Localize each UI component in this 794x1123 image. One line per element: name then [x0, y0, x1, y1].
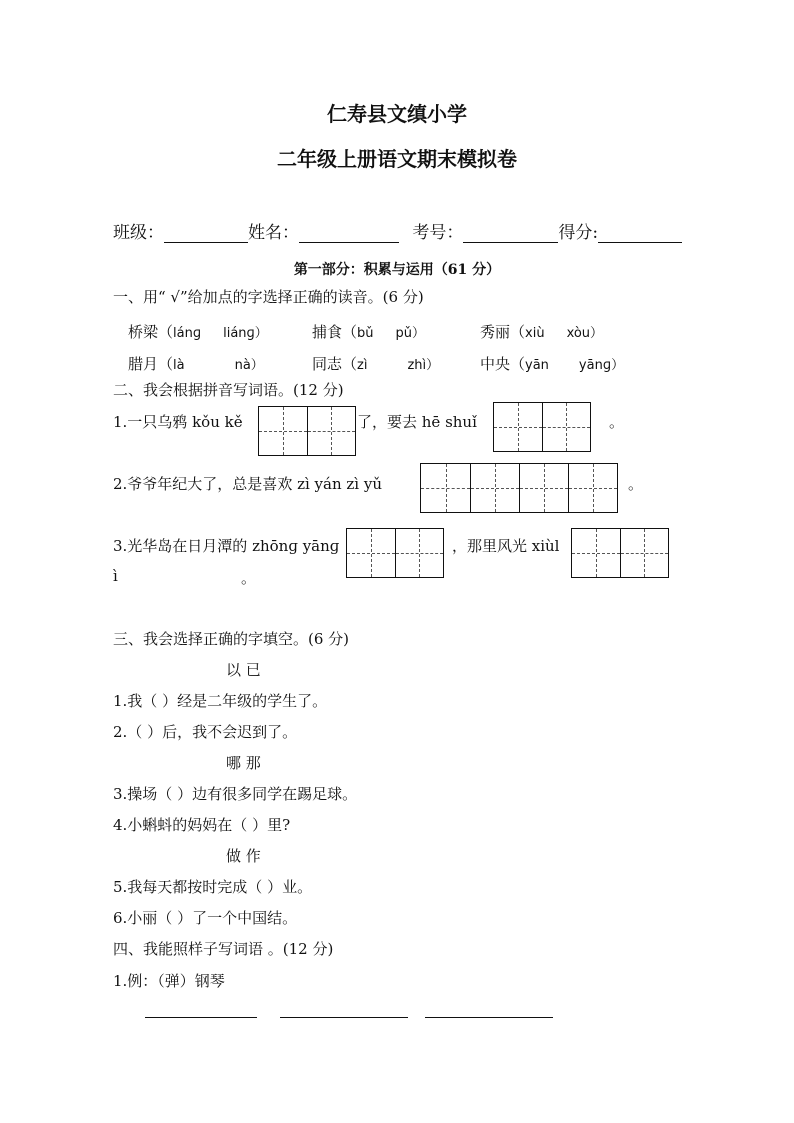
- option[interactable]: liánɡ）: [223, 326, 268, 341]
- char-choices-3: 做 作: [226, 847, 261, 865]
- pinyin-item-3: 秀丽（xiù xòu）: [480, 323, 604, 341]
- pinyin-item-1: 桥梁（lánɡ liánɡ）: [128, 323, 268, 341]
- id-blank[interactable]: [463, 224, 558, 243]
- score-blank[interactable]: [598, 224, 682, 243]
- option[interactable]: bǔ: [357, 326, 374, 341]
- char-choices-1: 以 已: [226, 661, 261, 679]
- option[interactable]: nà）: [234, 358, 264, 373]
- q2-1-end: 。: [609, 413, 625, 431]
- option[interactable]: yān: [525, 358, 549, 373]
- q2-3-text-a: 3.光华岛在日月潭的 zhōnɡ yānɡ: [113, 537, 340, 555]
- option[interactable]: xòu）: [566, 326, 604, 341]
- writing-grid-heshui[interactable]: [493, 402, 591, 452]
- option[interactable]: yānɡ）: [578, 358, 625, 373]
- pinyin-item-4: 腊月（là nà）: [128, 355, 264, 373]
- option[interactable]: xiù: [525, 326, 545, 341]
- class-blank[interactable]: [164, 224, 248, 243]
- option[interactable]: pǔ）: [395, 326, 426, 341]
- q2-3-text-c: ì: [113, 567, 118, 585]
- exam-title: 二年级上册语文期末模拟卷: [277, 147, 517, 171]
- answer-blank-1[interactable]: [145, 1017, 257, 1018]
- option[interactable]: zhì）: [407, 358, 440, 373]
- q2-2-text: 2.爷爷年纪大了，总是喜欢 zì yán zì yǔ: [113, 475, 382, 493]
- pinyin-item-2: 捕食（bǔ pǔ）: [312, 323, 426, 341]
- char-choices-2: 哪 那: [226, 754, 261, 772]
- q2-3-end: 。: [241, 569, 257, 587]
- q2-1-text-a: 1.一只乌鸦 kǒu kě: [113, 413, 243, 431]
- id-label: 考号：: [412, 223, 464, 243]
- student-info-row: [113, 218, 682, 243]
- part1-title: 第一部分：积累与运用（61 分）: [293, 262, 501, 278]
- section3-title: 三、我会选择正确的字填空。(6 分): [113, 630, 350, 648]
- option[interactable]: zì: [357, 358, 368, 373]
- q2-1-text-b: 了，要去 hē shuǐ: [357, 413, 477, 431]
- writing-grid-kouke[interactable]: [258, 406, 356, 456]
- pinyin-item-6: 中央（yān yānɡ）: [480, 355, 625, 373]
- section1-title: 一、用“ √”给加点的字选择正确的读音。(6 分): [113, 288, 424, 306]
- writing-grid-zhongyang[interactable]: [346, 528, 444, 578]
- score-label: 得分:: [558, 223, 599, 243]
- q3-1: 1.我（ ）经是二年级的学生了。: [113, 692, 328, 710]
- name-blank[interactable]: [299, 224, 399, 243]
- q4-1-example: 1.例：（弹）钢琴: [113, 972, 225, 990]
- school-name: 仁寿县文缜小学: [327, 102, 467, 126]
- answer-blank-3[interactable]: [425, 1017, 553, 1018]
- q2-3-text-b: ，那里风光 xiùl: [452, 537, 560, 555]
- q3-3: 3.操场（ ）边有很多同学在踢足球。: [113, 785, 358, 803]
- answer-blank-2[interactable]: [280, 1017, 408, 1018]
- writing-grid-ziyanziyu[interactable]: [420, 463, 618, 513]
- option[interactable]: là: [173, 358, 185, 373]
- class-label: 班级：: [113, 223, 164, 243]
- q3-2: 2.（ ）后，我不会迟到了。: [113, 723, 298, 741]
- section2-title: 二、我会根据拼音写词语。(12 分): [113, 381, 344, 399]
- q3-4: 4.小蝌蚪的妈妈在（ ）里?: [113, 816, 291, 834]
- pinyin-item-5: 同志（zì zhì）: [312, 355, 440, 373]
- writing-grid-xiuli[interactable]: [571, 528, 669, 578]
- q2-2-end: 。: [628, 475, 644, 493]
- option[interactable]: lánɡ: [173, 326, 202, 341]
- section4-title: 四、我能照样子写词语 。(12 分): [113, 940, 334, 958]
- name-label: 姓名：: [248, 223, 299, 243]
- q3-6: 6.小丽（ ）了一个中国结。: [113, 909, 298, 927]
- q3-5: 5.我每天都按时完成（ ）业。: [113, 878, 313, 896]
